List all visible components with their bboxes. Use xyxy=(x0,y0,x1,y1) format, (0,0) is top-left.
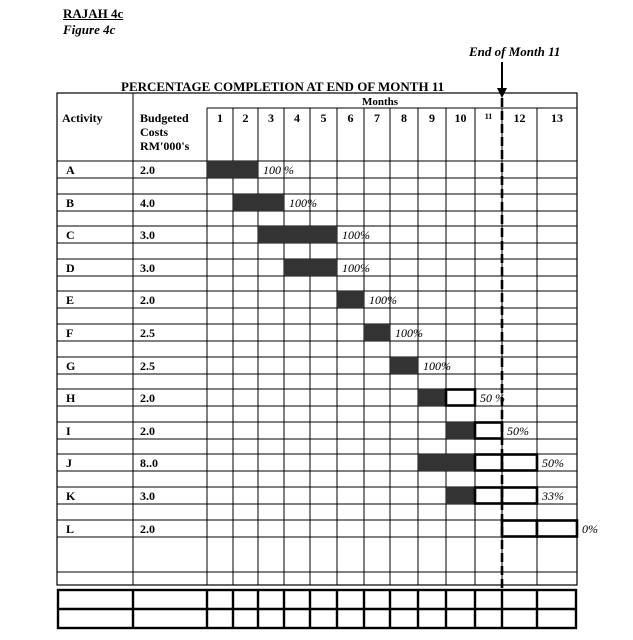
activity-cost: 2.0 xyxy=(140,163,155,177)
completed-bar xyxy=(258,226,337,243)
completion-percent: 33% xyxy=(542,489,564,503)
completion-percent: 100% xyxy=(369,293,397,307)
remaining-bar-cell xyxy=(475,423,502,439)
month-label: 12 xyxy=(513,111,526,125)
activity-name: H xyxy=(66,391,76,405)
remaining-bar-cell xyxy=(475,488,502,504)
activity-name: A xyxy=(66,163,75,177)
completed-bar xyxy=(364,324,390,341)
remaining-bar-cell xyxy=(475,455,502,471)
activity-cost: 2.0 xyxy=(140,391,155,405)
completed-bar xyxy=(207,161,258,178)
figure-code: RAJAH 4c xyxy=(63,6,124,21)
month-label: 1 xyxy=(217,111,223,125)
completed-bar xyxy=(446,422,475,439)
completed-bar xyxy=(337,291,364,308)
cost-header: Budgeted xyxy=(140,111,189,125)
activity-cost: 2.0 xyxy=(140,522,155,536)
activity-cost: 4.0 xyxy=(140,196,155,210)
completion-percent: 100% xyxy=(342,261,370,275)
activity-cost: 2.5 xyxy=(140,326,155,340)
completion-percent: 100% xyxy=(423,359,451,373)
chart-title: PERCENTAGE COMPLETION AT END OF MONTH 11 xyxy=(121,79,445,94)
month-marker-label: End of Month 11 xyxy=(469,44,561,59)
month-label: 3 xyxy=(268,111,274,125)
month-label: 13 xyxy=(551,111,563,125)
completed-bar xyxy=(390,357,418,374)
remaining-bar-cell xyxy=(502,488,537,504)
completion-percent: 50 % xyxy=(480,391,505,405)
activity-cost: 8..0 xyxy=(140,456,158,470)
month-label: 6 xyxy=(347,111,354,125)
cost-header: RM'000's xyxy=(140,139,190,153)
remaining-bar-cell xyxy=(502,455,537,471)
activity-name: L xyxy=(66,522,75,536)
activity-name: C xyxy=(66,228,75,242)
month-label: 5 xyxy=(320,111,327,125)
month-label: 10 xyxy=(454,111,467,125)
activity-cost: 2.5 xyxy=(140,359,155,373)
remaining-bar-cell xyxy=(446,390,475,406)
month-label: 7 xyxy=(374,111,380,125)
table-border xyxy=(57,93,577,585)
activity-name: D xyxy=(66,261,75,275)
activity-cost: 2.0 xyxy=(140,424,155,438)
figure-label: Figure 4c xyxy=(63,22,116,37)
cost-header: Costs xyxy=(140,125,169,139)
activity-name: E xyxy=(66,293,75,307)
completed-bar xyxy=(284,259,337,276)
activity-name: J xyxy=(66,456,72,470)
month-label: 2 xyxy=(242,111,249,125)
activity-cost: 3.0 xyxy=(140,261,155,275)
completion-percent: 50% xyxy=(542,456,564,470)
completed-bar xyxy=(418,454,475,471)
months-header: Months xyxy=(361,96,399,108)
completion-percent: 50% xyxy=(507,424,529,438)
activity-name: I xyxy=(66,424,71,438)
month-label: 4 xyxy=(294,111,300,125)
activity-header: Activity xyxy=(62,111,103,125)
activity-cost: 3.0 xyxy=(140,228,155,242)
activity-cost: 2.0 xyxy=(140,293,155,307)
remaining-bar-cell xyxy=(502,521,537,537)
activity-name: K xyxy=(66,489,76,503)
completion-percent: 0% xyxy=(582,522,598,536)
month-label: 11 xyxy=(484,112,493,121)
completed-bar xyxy=(446,487,475,504)
completion-percent: 100 % xyxy=(263,163,294,177)
activity-name: F xyxy=(66,326,74,340)
activity-name: B xyxy=(66,196,75,210)
month-label: 8 xyxy=(401,111,407,125)
month-label: 9 xyxy=(429,111,435,125)
completion-percent: 100% xyxy=(395,326,423,340)
completion-percent: 100% xyxy=(289,196,317,210)
completion-percent: 100% xyxy=(342,228,370,242)
activity-name: G xyxy=(66,359,76,373)
completed-bar xyxy=(418,389,446,406)
remaining-bar-cell xyxy=(537,521,577,537)
completed-bar xyxy=(233,194,284,211)
activity-cost: 3.0 xyxy=(140,489,155,503)
